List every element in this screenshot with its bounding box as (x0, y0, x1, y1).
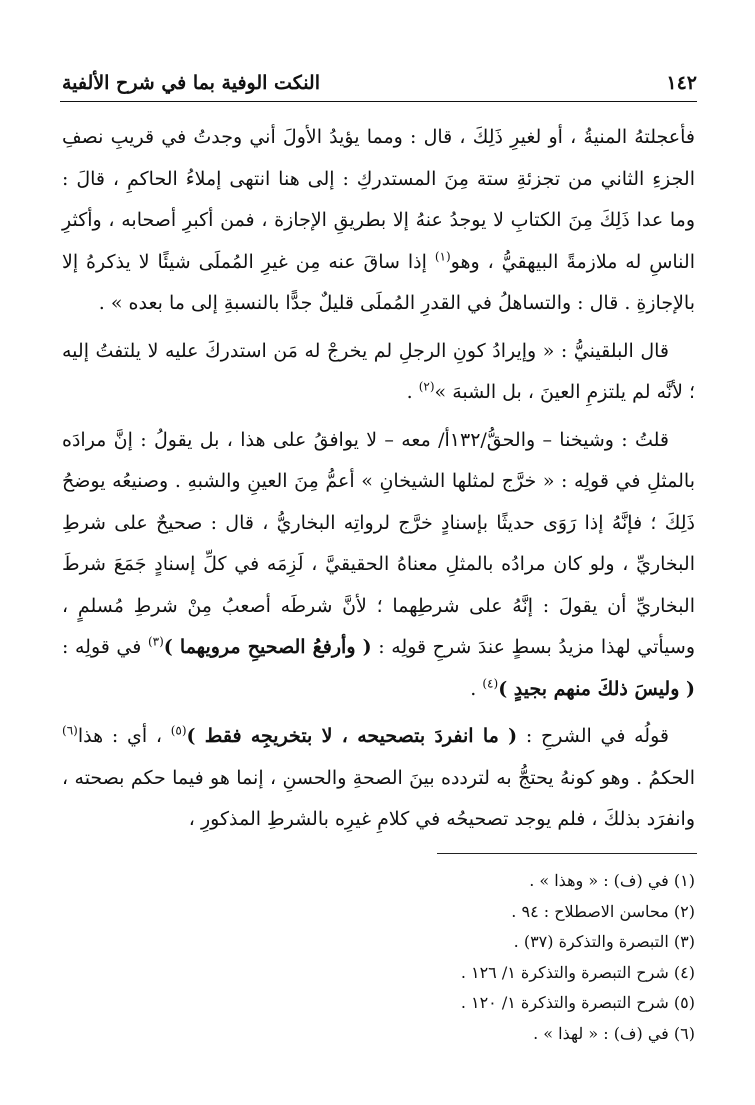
paragraph-1-text-b: إذا ساقَ عنه مِن غيرِ المُملَى شيئًا لا يذكرهُ إلا بالإجازةِ . قال : والتساهلُ في القدرِ المُملَى قليلٌ جدًّا بالنسبةِ إلى ما بعده » . (62, 250, 695, 314)
paragraph-2-text-b: . (406, 381, 419, 403)
footnote-divider (437, 853, 697, 854)
paragraph-2 (62, 331, 695, 414)
footnote-3: (٣) التبصرة والتذكرة (٣٧) . (513, 932, 695, 951)
footnote-5: (٥) شرح التبصرة والتذكرة ١/ ١٢٠ . (460, 993, 695, 1012)
paragraph-4-text-a: قولُه في الشرحِ : (517, 725, 669, 747)
quoted-commentary: ( ما انفردَ بتصحيحه ، لا بتخريجِه فقط ) (186, 725, 518, 747)
paragraph-1 (62, 117, 695, 325)
running-header (62, 58, 697, 94)
main-text (62, 117, 695, 847)
quoted-verse-2: ( وليسَ ذلكَ منهم بجيدٍ ) (498, 677, 695, 700)
paragraph-4-text-b: ، أي : هذا (77, 725, 171, 747)
quoted-verse-1: ( وأرفعُ الصحيحِ مرويهما ) (163, 636, 372, 658)
paragraph-2-text-a: قال البلقينيُّ : « وإيرادُ كونِ الرجلِ لم يخرجْ له مَن استدركَ عليه لا يلتفتُ إليه ؛ لأنَّه لم يلتزمِ العينَ ، بل الشبهَ » (62, 339, 695, 403)
header-divider (60, 101, 697, 102)
paragraph-4-text-c: الحكمُ . وهو كونهُ يحتجُّ به لتردده بينَ الصحةِ والحسنِ ، إنما هو فيما حكم بصحته ، وانفرَد بذلكَ ، فلم يوجد تصحيحُه في كلامِ غيرِه بالشرطِ المذكورِ ، (62, 766, 695, 830)
paragraph-4 (62, 716, 695, 841)
footnote-ref-5: (٥) (170, 723, 187, 738)
footnote-6: (٦) في (ف) : « لهذا » . (533, 1023, 695, 1043)
page-number: ١٤٢ (666, 72, 697, 94)
footnote-ref-4: (٤) (482, 676, 499, 691)
footnote-4: (٤) شرح التبصرة والتذكرة ١/ ١٢٦ . (460, 962, 695, 982)
footnote-1: (١) في (ف) : « وهذا » . (529, 871, 695, 890)
footnote-ref-2: (٢) (418, 379, 435, 394)
footnote-ref-3: (٣) (147, 634, 164, 649)
footnotes-list (62, 866, 695, 1049)
paragraph-3 (62, 420, 695, 711)
running-title: النكت الوفية بما في شرح الألفية (62, 72, 320, 94)
paragraph-3-text-c: . (470, 677, 483, 700)
footnote-2: (٢) محاسن الاصطلاح : ٩٤ . (511, 901, 695, 921)
paragraph-3-text-a: قلتُ : وشيخنا – والحقُّ/١٣٢أ/ معه – لا يوافقُ على هذا ، بل يقولُ : إنَّ مرادَه بالمثلِ في قولِه : « خرَّج لمثلها الشيخانِ » أعمُّ مِنَ العينِ والشبهِ . وصنيعُه يوضحُ ذَلِكَ ؛ فإنَّهُ إذا رَوَى حديثًا بإسنادٍ خرَّج لرواتِه البخاريُّ ، قال : صحيحٌ على شرطِ البخاريِّ ، ولو كان مرادُه بالمثلِ معناهُ الحقيقيَّ ، لَزِمَه في كلِّ إسنادٍ جَمَعَ شرطَ البخاريِّ أن يقولَ : إنَّهُ على شرطِهما ؛ لأنَّ شرطَه أصعبُ مِنْ شرطِ مُسلمٍ ، وسيأتي لهذا مزيدُ بسطٍ عندَ شرحِ قولِه : (62, 428, 696, 658)
footnote-ref-1: (١) (434, 249, 451, 264)
footnote-ref-6: (٦) (62, 723, 78, 738)
paragraph-3-text-b: في قولِه : (62, 636, 148, 658)
paragraph-1-text-a: فأعجلتهُ المنيةُ ، أو لغيرِ ذَلِكَ ، قال : ومما يؤيدُ الأولَ أني وجدتُ في قريبِ نصفِ الجزءِ الثاني من تجزئةِ ستة مِنَ المستدركِ : إلى هنا انتهى إملاءُ الحاكمِ ، قالَ : وما عدا ذَلِكَ مِنَ الكتابِ لا يوجدُ عنهُ إلا بطريقِ الإجازة ، فمن أكبرِ أصحابه ، وأكثرِ الناسِ له ملازمةً البيهقيُّ ، وهو (62, 126, 695, 273)
